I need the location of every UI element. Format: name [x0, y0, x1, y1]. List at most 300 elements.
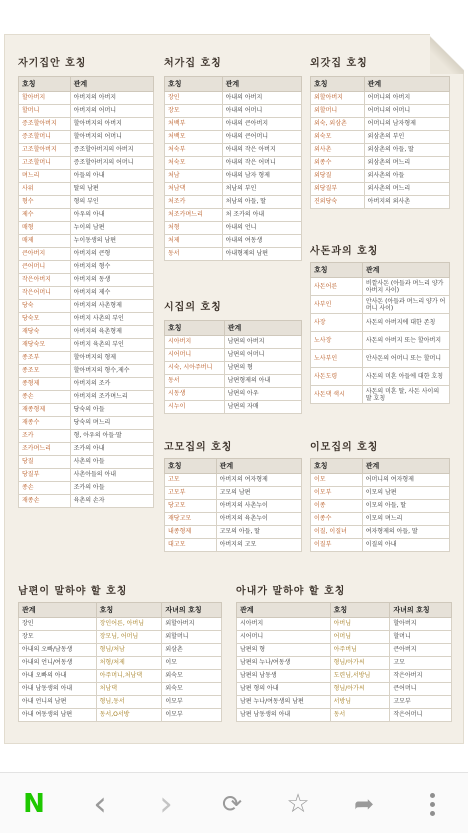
- table-cell: 누이의 남편: [70, 222, 153, 235]
- table-cell: 외숙모: [162, 670, 222, 683]
- table-row: [165, 526, 302, 539]
- table-cell: 외삼촌의 며느리: [364, 157, 449, 170]
- table-cell: 매형: [19, 222, 71, 235]
- table-cell: 큰아버지: [19, 248, 71, 261]
- table-cell: 외할머니: [311, 105, 365, 118]
- table-cell: 시누이: [165, 401, 225, 414]
- naver-home-button[interactable]: [14, 787, 54, 821]
- table-cell: 처백모: [165, 131, 223, 144]
- table-cell: 고모의 아들, 딸: [216, 526, 301, 539]
- table-cell: 외할머니: [162, 631, 222, 644]
- table-cell: 아내 남동생의 아내: [19, 683, 97, 696]
- table-cell: 어머니의 남자형제: [364, 118, 449, 131]
- table-cell: 아버지의 제수: [70, 287, 153, 300]
- table-cell: 사부인: [311, 296, 363, 314]
- table-cell: 재당고모: [165, 513, 217, 526]
- table-cell: 아내의 남자 형제: [222, 170, 301, 183]
- table-row: [19, 696, 222, 709]
- section-title: 시집의 호칭: [164, 302, 222, 313]
- section-title: 외갓집 호칭: [310, 58, 368, 69]
- table-cell: 이모의 며느리: [362, 513, 449, 526]
- table-cell: 당숙모: [19, 313, 71, 326]
- table-cell: 아내의 아버지: [222, 92, 301, 105]
- table-cell: 외할아버지: [162, 618, 222, 631]
- table-cell: 남편의 아버지: [224, 336, 301, 349]
- naver-logo-icon: N: [23, 789, 45, 819]
- table-cell: 남편의 자매: [224, 401, 301, 414]
- table-cell: 동서: [165, 248, 223, 261]
- table-row: [19, 170, 154, 183]
- section-title: 이모집의 호칭: [310, 442, 379, 453]
- table-cell: 남편의 누나/여동생: [237, 657, 331, 670]
- table-cell: 아버지의 외사촌: [364, 196, 449, 209]
- table-cell: 안사돈의 어머니 또는 할머니: [362, 350, 449, 368]
- table-cell: 외사촌의 아들: [364, 170, 449, 183]
- table-cell: 재종손: [19, 495, 71, 508]
- table-row: [311, 500, 450, 513]
- table-row: [311, 118, 450, 131]
- table-cell: 형의 부인: [70, 196, 153, 209]
- table-cell: 남편 남동생의 아내: [237, 709, 331, 722]
- table-cell: 형님,동서: [96, 696, 162, 709]
- table-cell: 여자형제의 아들, 딸: [362, 526, 449, 539]
- table-cell: 고모의 남편: [216, 487, 301, 500]
- table-cell: 시어머니: [237, 631, 331, 644]
- table-cell: 당숙: [19, 300, 71, 313]
- table-row: [165, 539, 302, 552]
- table-cell: 아버님: [330, 618, 390, 631]
- table-cell: 이모: [311, 474, 363, 487]
- table-row: [165, 336, 302, 349]
- table-row: [311, 131, 450, 144]
- table-row: [237, 657, 452, 670]
- table-row: [311, 487, 450, 500]
- table-row: [19, 391, 154, 404]
- refresh-icon: ⟳: [221, 790, 243, 818]
- husbandside-table: [164, 320, 302, 414]
- table-cell: 외할아버지: [311, 92, 365, 105]
- col-header: 호칭: [311, 77, 365, 92]
- table-row: [165, 92, 302, 105]
- table-cell: 이종수: [311, 513, 363, 526]
- table-cell: 사장: [311, 314, 363, 332]
- table-row: [165, 388, 302, 401]
- table-cell: 처남의 부인: [222, 183, 301, 196]
- table-row: [19, 417, 154, 430]
- table-cell: 외삼촌: [162, 644, 222, 657]
- table-cell: 당숙의 아들: [70, 404, 153, 417]
- table-cell: 아버지의 형수: [70, 261, 153, 274]
- table-row: [19, 183, 154, 196]
- table-cell: 아버지의 육촌형제: [70, 326, 153, 339]
- table-cell: 종손: [19, 391, 71, 404]
- table-row: [165, 105, 302, 118]
- table-cell: 할머니: [390, 631, 452, 644]
- table-row: [19, 274, 154, 287]
- table-row: [165, 474, 302, 487]
- table-cell: 형님/아가씨: [330, 683, 390, 696]
- inlaws-table: [310, 262, 450, 404]
- table-cell: 남편 누나/여동생의 남편: [237, 696, 331, 709]
- table-cell: 아버지의 고모: [216, 539, 301, 552]
- col-header: 호칭: [165, 459, 217, 474]
- table-cell: 처남의 아들, 딸: [222, 196, 301, 209]
- table-cell: 동서: [330, 709, 390, 722]
- col-header: 호칭: [165, 321, 225, 336]
- table-row: [19, 326, 154, 339]
- table-cell: 아내의 오빠/남동생: [19, 644, 97, 657]
- table-cell: 할아버지: [390, 618, 452, 631]
- table-cell: 처백부: [165, 118, 223, 131]
- table-row: [165, 235, 302, 248]
- table-cell: 매제: [19, 235, 71, 248]
- table-row: [165, 375, 302, 388]
- back-arrow-icon: ‹: [93, 784, 107, 824]
- table-row: [311, 157, 450, 170]
- table-cell: 남편의 형: [237, 644, 331, 657]
- table-cell: 큰어머니: [390, 683, 452, 696]
- table-cell: 처숙부: [165, 144, 223, 157]
- table-cell: 아내 여동생의 남편: [19, 709, 97, 722]
- table-cell: 큰아버지: [390, 644, 452, 657]
- table-row: [237, 683, 452, 696]
- table-row: [19, 657, 222, 670]
- page-curl: [430, 34, 464, 74]
- table-row: [237, 618, 452, 631]
- table-cell: 동서: [165, 375, 225, 388]
- table-row: [311, 526, 450, 539]
- table-cell: 할아버지의 어머니: [70, 131, 153, 144]
- table-row: [19, 261, 154, 274]
- table-cell: 아들의 아내: [70, 170, 153, 183]
- table-cell: 대고모: [165, 539, 217, 552]
- chart-paper: [4, 34, 464, 744]
- table-cell: 재종형제: [19, 404, 71, 417]
- table-cell: 할아버지의 형수,제수: [70, 365, 153, 378]
- table-row: [19, 365, 154, 378]
- star-icon: ☆: [286, 789, 310, 819]
- table-cell: 남편의 아우: [224, 388, 301, 401]
- table-cell: 누이동생의 남편: [70, 235, 153, 248]
- table-cell: 아내의 언니: [222, 222, 301, 235]
- table-row: [165, 401, 302, 414]
- col-header: 호칭: [330, 603, 390, 618]
- husband-call-table: [18, 602, 222, 722]
- table-cell: 재종수: [19, 417, 71, 430]
- table-cell: 이모의 남편: [362, 487, 449, 500]
- table-cell: 형, 아우의 아들·딸: [70, 430, 153, 443]
- table-row: [311, 144, 450, 157]
- table-row: [19, 631, 222, 644]
- table-row: [165, 222, 302, 235]
- col-header: 관계: [362, 263, 449, 278]
- table-cell: 외숙모: [162, 683, 222, 696]
- table-cell: 이모부: [162, 696, 222, 709]
- col-header: 호칭: [19, 77, 71, 92]
- col-header: 관계: [222, 77, 301, 92]
- table-cell: 외종수: [311, 157, 365, 170]
- paternal-table: [18, 76, 154, 508]
- table-cell: 아내의 작은 아버지: [222, 144, 301, 157]
- browser-toolbar: [0, 772, 468, 833]
- table-row: [311, 513, 450, 526]
- col-header: 관계: [19, 603, 97, 618]
- section-title: 처가집 호칭: [164, 58, 222, 69]
- table-row: [19, 248, 154, 261]
- imo-table: [310, 458, 450, 552]
- table-row: [165, 196, 302, 209]
- table-cell: 사돈의 아버지에 대한 존칭: [362, 314, 449, 332]
- table-row: [19, 313, 154, 326]
- bookmark-button[interactable]: [278, 787, 318, 821]
- table-row: [237, 709, 452, 722]
- table-row: [19, 235, 154, 248]
- table-cell: 종손: [19, 482, 71, 495]
- table-cell: 큰어머니: [19, 261, 71, 274]
- table-row: [19, 222, 154, 235]
- table-cell: 증조할아버지의 어머니: [70, 157, 153, 170]
- table-cell: 시아버지: [165, 336, 225, 349]
- table-row: [237, 670, 452, 683]
- table-row: [165, 349, 302, 362]
- share-icon: ➦: [353, 790, 375, 818]
- table-cell: 외삼촌의 부인: [364, 131, 449, 144]
- table-row: [19, 287, 154, 300]
- table-cell: 처형: [165, 222, 223, 235]
- table-cell: 할아버지: [19, 92, 71, 105]
- table-cell: 작은어머니: [19, 287, 71, 300]
- table-cell: 형님/아가씨: [330, 657, 390, 670]
- table-cell: 사촌의 아들: [70, 456, 153, 469]
- table-cell: 종형제: [19, 378, 71, 391]
- table-row: [19, 118, 154, 131]
- table-cell: 시동생: [165, 388, 225, 401]
- table-row: [19, 339, 154, 352]
- table-cell: 남편의 남동생: [237, 670, 331, 683]
- wife-call-table: [236, 602, 452, 722]
- col-header: 관계: [216, 459, 301, 474]
- table-row: [165, 131, 302, 144]
- table-cell: 시어머니: [165, 349, 225, 362]
- table-cell: 어머니의 아버지: [364, 92, 449, 105]
- table-row: [165, 500, 302, 513]
- table-row: [19, 209, 154, 222]
- maternal-table: [310, 76, 450, 209]
- table-cell: 처형/처제: [96, 657, 162, 670]
- table-row: [311, 92, 450, 105]
- table-cell: 제수: [19, 209, 71, 222]
- table-cell: 이질부: [311, 539, 363, 552]
- table-row: [311, 386, 450, 404]
- forward-button[interactable]: [146, 784, 186, 824]
- table-cell: 아버지의 사촌누이: [216, 500, 301, 513]
- col-header: 호칭: [311, 263, 363, 278]
- table-cell: 사돈의 미혼 딸, 사돈 사이의 딸 호칭: [362, 386, 449, 404]
- table-row: [19, 430, 154, 443]
- table-row: [165, 183, 302, 196]
- table-cell: 처제: [165, 235, 223, 248]
- table-cell: 형님/처남: [96, 644, 162, 657]
- table-cell: 아버지 육촌의 부인: [70, 339, 153, 352]
- table-cell: 아주머니,처남댁: [96, 670, 162, 683]
- table-row: [311, 368, 450, 386]
- table-cell: 할아버지의 형제: [70, 352, 153, 365]
- table-cell: 어머님: [330, 631, 390, 644]
- more-vertical-icon: [430, 793, 435, 816]
- table-cell: 아내 오빠의 아내: [19, 670, 97, 683]
- table-row: [19, 670, 222, 683]
- table-row: [165, 209, 302, 222]
- section-title: 아내가 말하야 할 호칭: [236, 586, 346, 597]
- table-row: [165, 144, 302, 157]
- table-row: [19, 352, 154, 365]
- table-cell: 외숙모: [311, 131, 365, 144]
- table-cell: 아내의 큰아버지: [222, 118, 301, 131]
- table-cell: 조카: [19, 430, 71, 443]
- table-row: [311, 278, 450, 296]
- table-cell: 고모부: [165, 487, 217, 500]
- table-cell: 외사촌: [311, 144, 365, 157]
- table-cell: 아내의 어머니: [222, 105, 301, 118]
- table-cell: 할머니: [19, 105, 71, 118]
- table-row: [311, 196, 450, 209]
- table-cell: 외당질부: [311, 183, 365, 196]
- back-button[interactable]: [80, 784, 120, 824]
- table-cell: 아주버님: [330, 644, 390, 657]
- table-cell: 아버지의 큰형: [70, 248, 153, 261]
- table-row: [19, 196, 154, 209]
- table-cell: 이모: [162, 657, 222, 670]
- table-cell: 형수: [19, 196, 71, 209]
- table-row: [237, 644, 452, 657]
- table-cell: 당질부: [19, 469, 71, 482]
- table-cell: 아내의 언니/여동생: [19, 657, 97, 670]
- section-title: 남편이 말하야 할 호칭: [18, 586, 128, 597]
- table-row: [19, 709, 222, 722]
- col-header: 호칭: [165, 77, 223, 92]
- table-cell: 장인: [19, 618, 97, 631]
- table-cell: 증조할아버지의 아버지: [70, 144, 153, 157]
- gomo-table: [164, 458, 302, 552]
- table-cell: 장모: [165, 105, 223, 118]
- table-row: [165, 157, 302, 170]
- table-cell: 남편의 형: [224, 362, 301, 375]
- more-menu-button[interactable]: [412, 787, 452, 821]
- table-cell: 어머니의 여자형제: [362, 474, 449, 487]
- table-cell: 아우의 아내: [70, 209, 153, 222]
- section-title: 사돈과의 호칭: [310, 246, 379, 257]
- table-cell: 처남댁: [165, 183, 223, 196]
- table-row: [19, 482, 154, 495]
- table-row: [165, 170, 302, 183]
- table-cell: 아버지의 사촌형제: [70, 300, 153, 313]
- table-row: [165, 248, 302, 261]
- table-cell: 외삼촌의 아들, 딸: [364, 144, 449, 157]
- table-cell: 아버지의 조카며느리: [70, 391, 153, 404]
- table-cell: 작은어머니: [390, 709, 452, 722]
- table-cell: 아버지의 육촌누이: [216, 513, 301, 526]
- table-cell: 재당숙모: [19, 339, 71, 352]
- table-row: [19, 495, 154, 508]
- table-cell: 사위: [19, 183, 71, 196]
- col-header: 관계: [364, 77, 449, 92]
- col-header: 관계: [237, 603, 331, 618]
- table-cell: 시아버지: [237, 618, 331, 631]
- table-cell: 고조할아버지: [19, 144, 71, 157]
- table-row: [19, 92, 154, 105]
- table-row: [311, 474, 450, 487]
- table-cell: 증조할머니: [19, 131, 71, 144]
- table-row: [311, 332, 450, 350]
- table-cell: 이모의 아들, 딸: [362, 500, 449, 513]
- col-header: 호칭: [311, 459, 363, 474]
- table-cell: 시숙, 시아주버니: [165, 362, 225, 375]
- table-cell: 안사돈 (아들과 며느리 양가 어머니 사이): [362, 296, 449, 314]
- table-cell: 도련님,서방님: [330, 670, 390, 683]
- section-title: 고모집의 호칭: [164, 442, 233, 453]
- table-row: [19, 469, 154, 482]
- table-cell: 처 조카의 아내: [222, 209, 301, 222]
- table-cell: 당고모: [165, 500, 217, 513]
- table-cell: 고조할머니: [19, 157, 71, 170]
- forward-arrow-icon: ›: [159, 784, 173, 824]
- table-cell: 아내형제의 남편: [222, 248, 301, 261]
- table-cell: 아내 언니의 남편: [19, 696, 97, 709]
- col-header: 관계: [224, 321, 301, 336]
- table-cell: 장모님, 어머님: [96, 631, 162, 644]
- table-cell: 고모: [165, 474, 217, 487]
- table-row: [19, 683, 222, 696]
- table-row: [19, 300, 154, 313]
- table-cell: 처조카며느리: [165, 209, 223, 222]
- table-cell: 고모: [390, 657, 452, 670]
- table-cell: 아버지의 여자형제: [216, 474, 301, 487]
- table-cell: 아버지 사촌의 부인: [70, 313, 153, 326]
- table-cell: 사돈도령: [311, 368, 363, 386]
- share-button[interactable]: [344, 787, 384, 821]
- table-row: [19, 144, 154, 157]
- table-cell: 며느리: [19, 170, 71, 183]
- table-cell: 어머니의 어머니: [364, 105, 449, 118]
- table-cell: 외당질: [311, 170, 365, 183]
- table-cell: 딸의 남편: [70, 183, 153, 196]
- table-row: [19, 618, 222, 631]
- table-cell: 종조모: [19, 365, 71, 378]
- table-cell: 당질: [19, 456, 71, 469]
- table-cell: 처남: [165, 170, 223, 183]
- section-title: 자기집안 호칭: [18, 58, 87, 69]
- table-row: [237, 696, 452, 709]
- table-row: [165, 118, 302, 131]
- table-row: [311, 350, 450, 368]
- table-cell: 처숙모: [165, 157, 223, 170]
- table-cell: 동서,O서방: [96, 709, 162, 722]
- refresh-button[interactable]: [212, 787, 252, 821]
- table-cell: 이질의 아내: [362, 539, 449, 552]
- table-cell: 비깥사돈 (아들과 며느리 양가 아버지 사이): [362, 278, 449, 296]
- wifeside-table: [164, 76, 302, 261]
- table-row: [19, 644, 222, 657]
- table-cell: 조카의 아들: [70, 482, 153, 495]
- col-header: 자녀의 호칭: [390, 603, 452, 618]
- table-cell: 사촌아들의 아내: [70, 469, 153, 482]
- table-cell: 남편형제의 아내: [224, 375, 301, 388]
- table-row: [311, 296, 450, 314]
- table-cell: 장인어른, 아버님: [96, 618, 162, 631]
- table-cell: 남편 형의 아내: [237, 683, 331, 696]
- table-cell: 외숙, 외삼촌: [311, 118, 365, 131]
- table-cell: 아버지의 조카: [70, 378, 153, 391]
